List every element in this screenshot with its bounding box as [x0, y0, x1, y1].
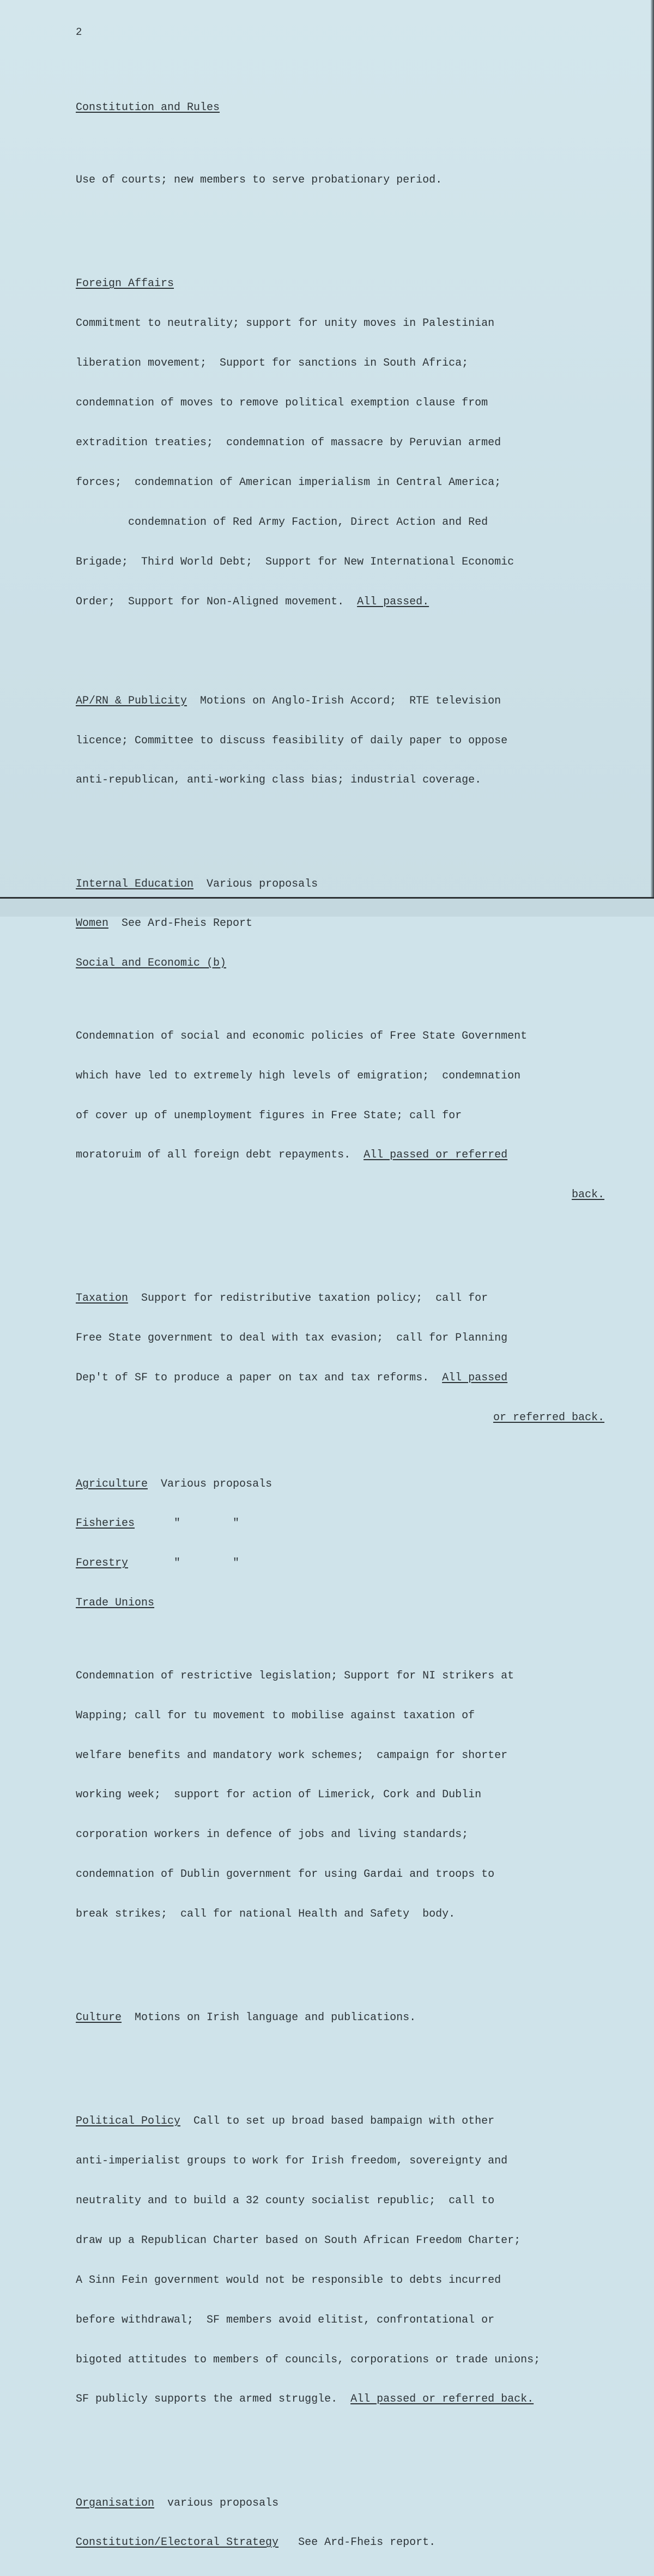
apbn-line-3: anti-republican, anti-working class bias; industrial coverage.: [76, 774, 482, 787]
political-line-5: A Sinn Fein government would not be responsible to debts incurred: [76, 2274, 501, 2287]
taxation-line-3: Dep't of SF to produce a paper on tax and tax reforms.: [76, 1372, 443, 1385]
heading-organisation: Organisation: [76, 2496, 155, 2510]
heading-agriculture: Agriculture: [76, 1477, 148, 1490]
heading-fisheries: Fisheries: [76, 1517, 135, 1530]
social-line-2: which have led to extremely high levels of emigration; condemnation: [76, 1069, 521, 1082]
foreign-status: All passed.: [357, 595, 429, 608]
political-line-2: anti-imperialist groups to work for Irish freedom, sovereignty and: [76, 2155, 508, 2168]
taxation-line-2: Free State government to deal with tax evasion; call for Planning: [76, 1332, 508, 1345]
political-line-4: draw up a Republican Charter based on South African Freedom Charter;: [76, 2234, 521, 2247]
heading-apbn-publicity: AP/RN & Publicity: [76, 694, 187, 707]
apbn-line-1: Motions on Anglo-Irish Accord; RTE television: [187, 694, 501, 707]
taxation-line-1: Support for redistributive taxation policy; call for: [128, 1292, 488, 1305]
heading-trade-unions: Trade Unions: [76, 1597, 155, 1610]
constitution-body: Use of courts; new members to serve probationary period.: [76, 174, 443, 187]
trade-line-2: Wapping; call for tu movement to mobilise against taxation of: [76, 1709, 475, 1722]
apbn-line-2: licence; Committee to discuss feasibility of daily paper to oppose: [76, 734, 508, 747]
heading-culture: Culture: [76, 2011, 122, 2025]
heading-social-economic: Social and Economic (b): [76, 957, 227, 970]
constitution-electoral-text: See Ard-Fheis report.: [278, 2536, 436, 2549]
culture-text: Motions on Irish language and publications.: [122, 2011, 416, 2025]
fisheries-ditto: " ": [135, 1517, 240, 1530]
political-line-1: Call to set up broad based bampaign with other: [180, 2115, 495, 2128]
agriculture-text: Various proposals: [148, 1477, 272, 1490]
heading-women: Women: [76, 917, 109, 930]
foreign-line-6: condemnation of Red Army Faction, Direct Action and Red: [76, 516, 488, 529]
social-line-1: Condemnation of social and economic policies of Free State Government: [76, 1029, 528, 1042]
foreign-line-5: forces; condemnation of American imperialism in Central America;: [76, 476, 501, 489]
page-number: 2: [76, 26, 82, 38]
forestry-ditto: " ": [128, 1557, 240, 1570]
trade-line-4: working week; support for action of Limerick, Cork and Dublin: [76, 1789, 482, 1802]
organisation-text: various proposals: [154, 2496, 279, 2510]
heading-internal-education: Internal Education: [76, 877, 194, 890]
heading-foreign-affairs: Foreign Affairs: [76, 277, 174, 290]
political-line-3: neutrality and to build a 32 county socialist republic; call to: [76, 2195, 495, 2208]
social-line-3: of cover up of unemployment figures in Free State; call for: [76, 1109, 462, 1122]
social-status-b: back.: [571, 1189, 604, 1202]
heading-forestry: Forestry: [76, 1557, 129, 1570]
document-body: [76, 62, 648, 2576]
internal-education-text: Various proposals: [193, 877, 318, 890]
political-line-6: before withdrawal; SF members avoid elitist, confrontational or: [76, 2313, 495, 2326]
political-status: All passed or referred back.: [350, 2393, 534, 2406]
foreign-line-8: Order; Support for Non-Aligned movement.: [76, 595, 358, 608]
taxation-status-a: All passed: [442, 1372, 508, 1385]
trade-line-1: Condemnation of restrictive legislation; Support for NI strikers at: [76, 1669, 514, 1682]
political-line-8: SF publicly supports the armed struggle.: [76, 2393, 351, 2406]
foreign-line-2: liberation movement; Support for sanctions in South Africa;: [76, 357, 469, 370]
trade-line-3: welfare benefits and mandatory work schemes; campaign for shorter: [76, 1749, 508, 1762]
foreign-line-3: condemnation of moves to remove political exemption clause from: [76, 397, 488, 410]
women-text: See Ard-Fheis Report: [108, 917, 253, 930]
heading-taxation: Taxation: [76, 1292, 129, 1305]
trade-line-6: condemnation of Dublin government for using Gardai and troops to: [76, 1868, 495, 1881]
trade-line-7: break strikes; call for national Health and Safety body.: [76, 1908, 456, 1921]
heading-political-policy: Political Policy: [76, 2115, 181, 2128]
scan-edge-right: [651, 0, 654, 917]
social-status-a: All passed or referred: [364, 1149, 508, 1162]
heading-constitution-rules: Constitution and Rules: [76, 101, 220, 114]
trade-line-5: corporation workers in defence of jobs and living standards;: [76, 1828, 469, 1841]
foreign-line-7: Brigade; Third World Debt; Support for New International Economic: [76, 555, 514, 568]
foreign-line-1: Commitment to neutrality; support for unity moves in Palestinian: [76, 317, 495, 330]
foreign-line-4: extradition treaties; condemnation of massacre by Peruvian armed: [76, 437, 501, 450]
taxation-status-b: or referred back.: [493, 1411, 604, 1425]
heading-constitution-electoral: Constitution/Electoral Strategy: [76, 2536, 279, 2549]
political-line-7: bigoted attitudes to members of councils, corporations or trade unions;: [76, 2353, 541, 2366]
social-line-4: moratoruim of all foreign debt repayments.: [76, 1149, 364, 1162]
